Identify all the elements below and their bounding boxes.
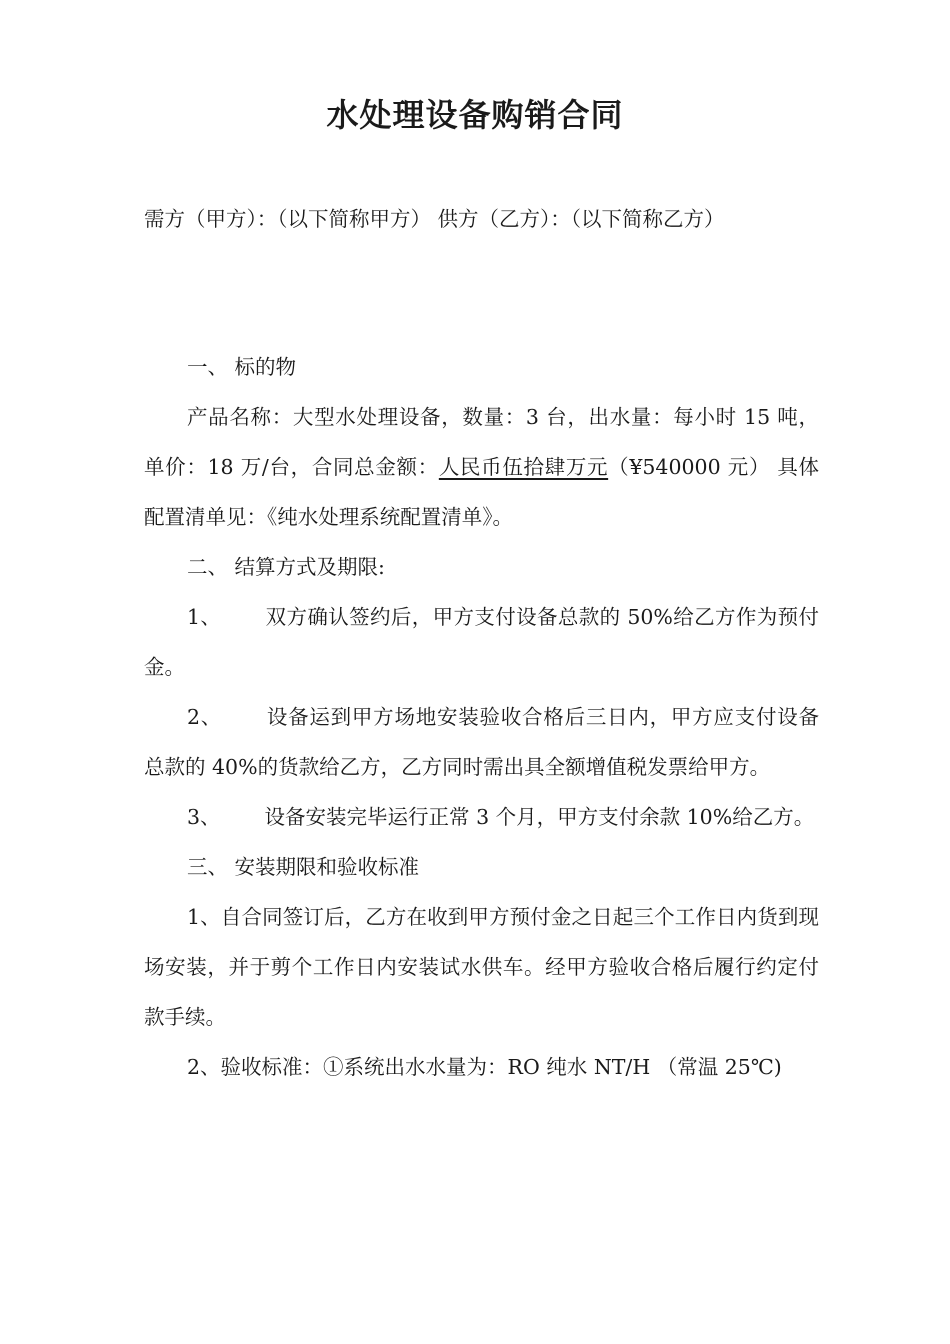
parties-block <box>144 194 819 244</box>
section-1-paragraph <box>144 392 819 542</box>
subject-text-end: （¥540000 元） 具体配置清单见：《纯水处理系统配置清单》。 <box>144 455 819 529</box>
section-2-heading: 二、 结算方式及期限: <box>187 555 385 579</box>
item-number: 2、 <box>187 705 223 729</box>
installation-item-1: 1、自合同签订后，乙方在收到甲方预付金之日起三个工作日内货到现场安装，并于剪个工作日内安装试水供车。经甲方验收合格后履行约定付款手续。 <box>144 905 819 1029</box>
payment-item-2 <box>144 692 819 792</box>
item-number: 1、 <box>187 605 222 629</box>
payment-item-1 <box>144 592 819 692</box>
installation-item-2: 2、验收标准：①系统出水水量为：RO 纯水 NT/H （常温 25℃) <box>187 1055 782 1079</box>
item-text: 双方确认签约后，甲方支付设备总款的 50%给乙方作为预付 金。 <box>144 605 819 679</box>
total-amount-words: 人民币伍拾肆万元 <box>438 455 609 479</box>
section-1-heading: 一、 标的物 <box>187 355 297 379</box>
payment-item-3 <box>144 792 819 842</box>
subject-text: 产品名称：大型水处理设备，数量：3 台，出水量：每小时 15 吨，单价：18 万/台，合同总金额： <box>144 405 819 479</box>
item-text: 设备运到甲方场地安装验收合格后三日内，甲方应支付设备 总款的 40%的货款给乙方，乙方同时需出具全额增值税发票给甲方。 <box>144 705 819 779</box>
document-title: 水处理设备购销合同 <box>326 96 624 134</box>
item-text: 设备安装完毕运行正常 3 个月，甲方支付余款 10%给乙方。 <box>264 805 815 829</box>
item-number: 3、 <box>187 805 221 829</box>
contract-body <box>144 342 819 1092</box>
parties-line: 需方（甲方）：（以下简称甲方） 供方（乙方）：（以下简称乙方） <box>144 207 725 231</box>
section-3-heading: 三、 安装期限和验收标准 <box>187 855 420 879</box>
